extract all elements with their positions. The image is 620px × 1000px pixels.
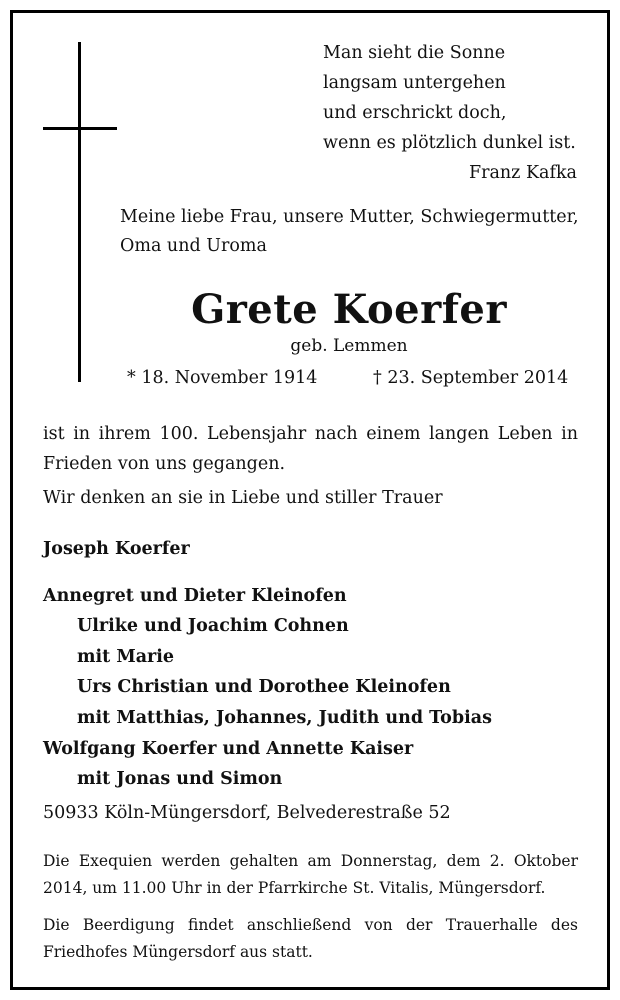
note-line: 2014, um 11.00 Uhr in der Pfarrkirche St. Vitalis, Müngersdorf.	[43, 879, 546, 897]
cross-icon-bar	[43, 127, 117, 130]
spouse-name: Joseph Koerfer	[43, 539, 190, 559]
mourning-text: Wir denken an sie in Liebe und stiller Trauer	[43, 488, 443, 508]
quote-line: Man sieht die Sonne	[323, 43, 506, 63]
note-line: Die Beerdigung findet anschließend von der Trauerhalle des	[43, 916, 578, 934]
life-dates	[127, 368, 577, 388]
family-member: Wolfgang Koerfer und Annette Kaiser	[43, 738, 414, 759]
birth-name: geb. Lemmen	[290, 336, 408, 356]
intro-text	[120, 203, 590, 261]
passing-line: ist in ihrem 100. Lebensjahr nach einem langen Leben in	[43, 424, 578, 444]
intro-line: Oma und Uroma	[120, 236, 267, 256]
quote-line: und erschrickt doch,	[323, 103, 507, 123]
quote-line: langsam untergehen	[323, 73, 506, 93]
family-member: Annegret und Dieter Kleinofen	[43, 585, 347, 606]
family-member: Ulrike und Joachim Cohnen	[77, 616, 349, 637]
cross-icon	[78, 42, 81, 382]
note-line: Friedhofes Müngersdorf aus statt.	[43, 943, 313, 961]
exequien-note	[43, 848, 578, 902]
death-date: † 23. September 2014	[373, 368, 569, 388]
family-list	[43, 534, 492, 795]
family-member: mit Matthias, Johannes, Judith und Tobias	[77, 707, 492, 728]
family-member: mit Jonas und Simon	[77, 769, 283, 790]
note-line: Die Exequien werden gehalten am Donnerstag, dem 2. Oktober	[43, 852, 578, 870]
birth-date: * 18. November 1914	[127, 368, 318, 388]
intro-line: Meine liebe Frau, unsere Mutter, Schwiegermutter,	[120, 207, 579, 227]
passing-text	[43, 419, 578, 479]
burial-note	[43, 912, 578, 966]
family-member: Urs Christian und Dorothee Kleinofen	[77, 677, 451, 698]
quote-author: Franz Kafka	[468, 163, 577, 183]
deceased-name: Grete Koerfer	[191, 286, 507, 333]
passing-line: Frieden von uns gegangen.	[43, 454, 286, 474]
kafka-quote	[323, 38, 577, 188]
family-member: mit Marie	[77, 646, 175, 667]
address: 50933 Köln-Müngersdorf, Belvederestraße 52	[43, 803, 451, 823]
quote-line: wenn es plötzlich dunkel ist.	[323, 133, 576, 153]
